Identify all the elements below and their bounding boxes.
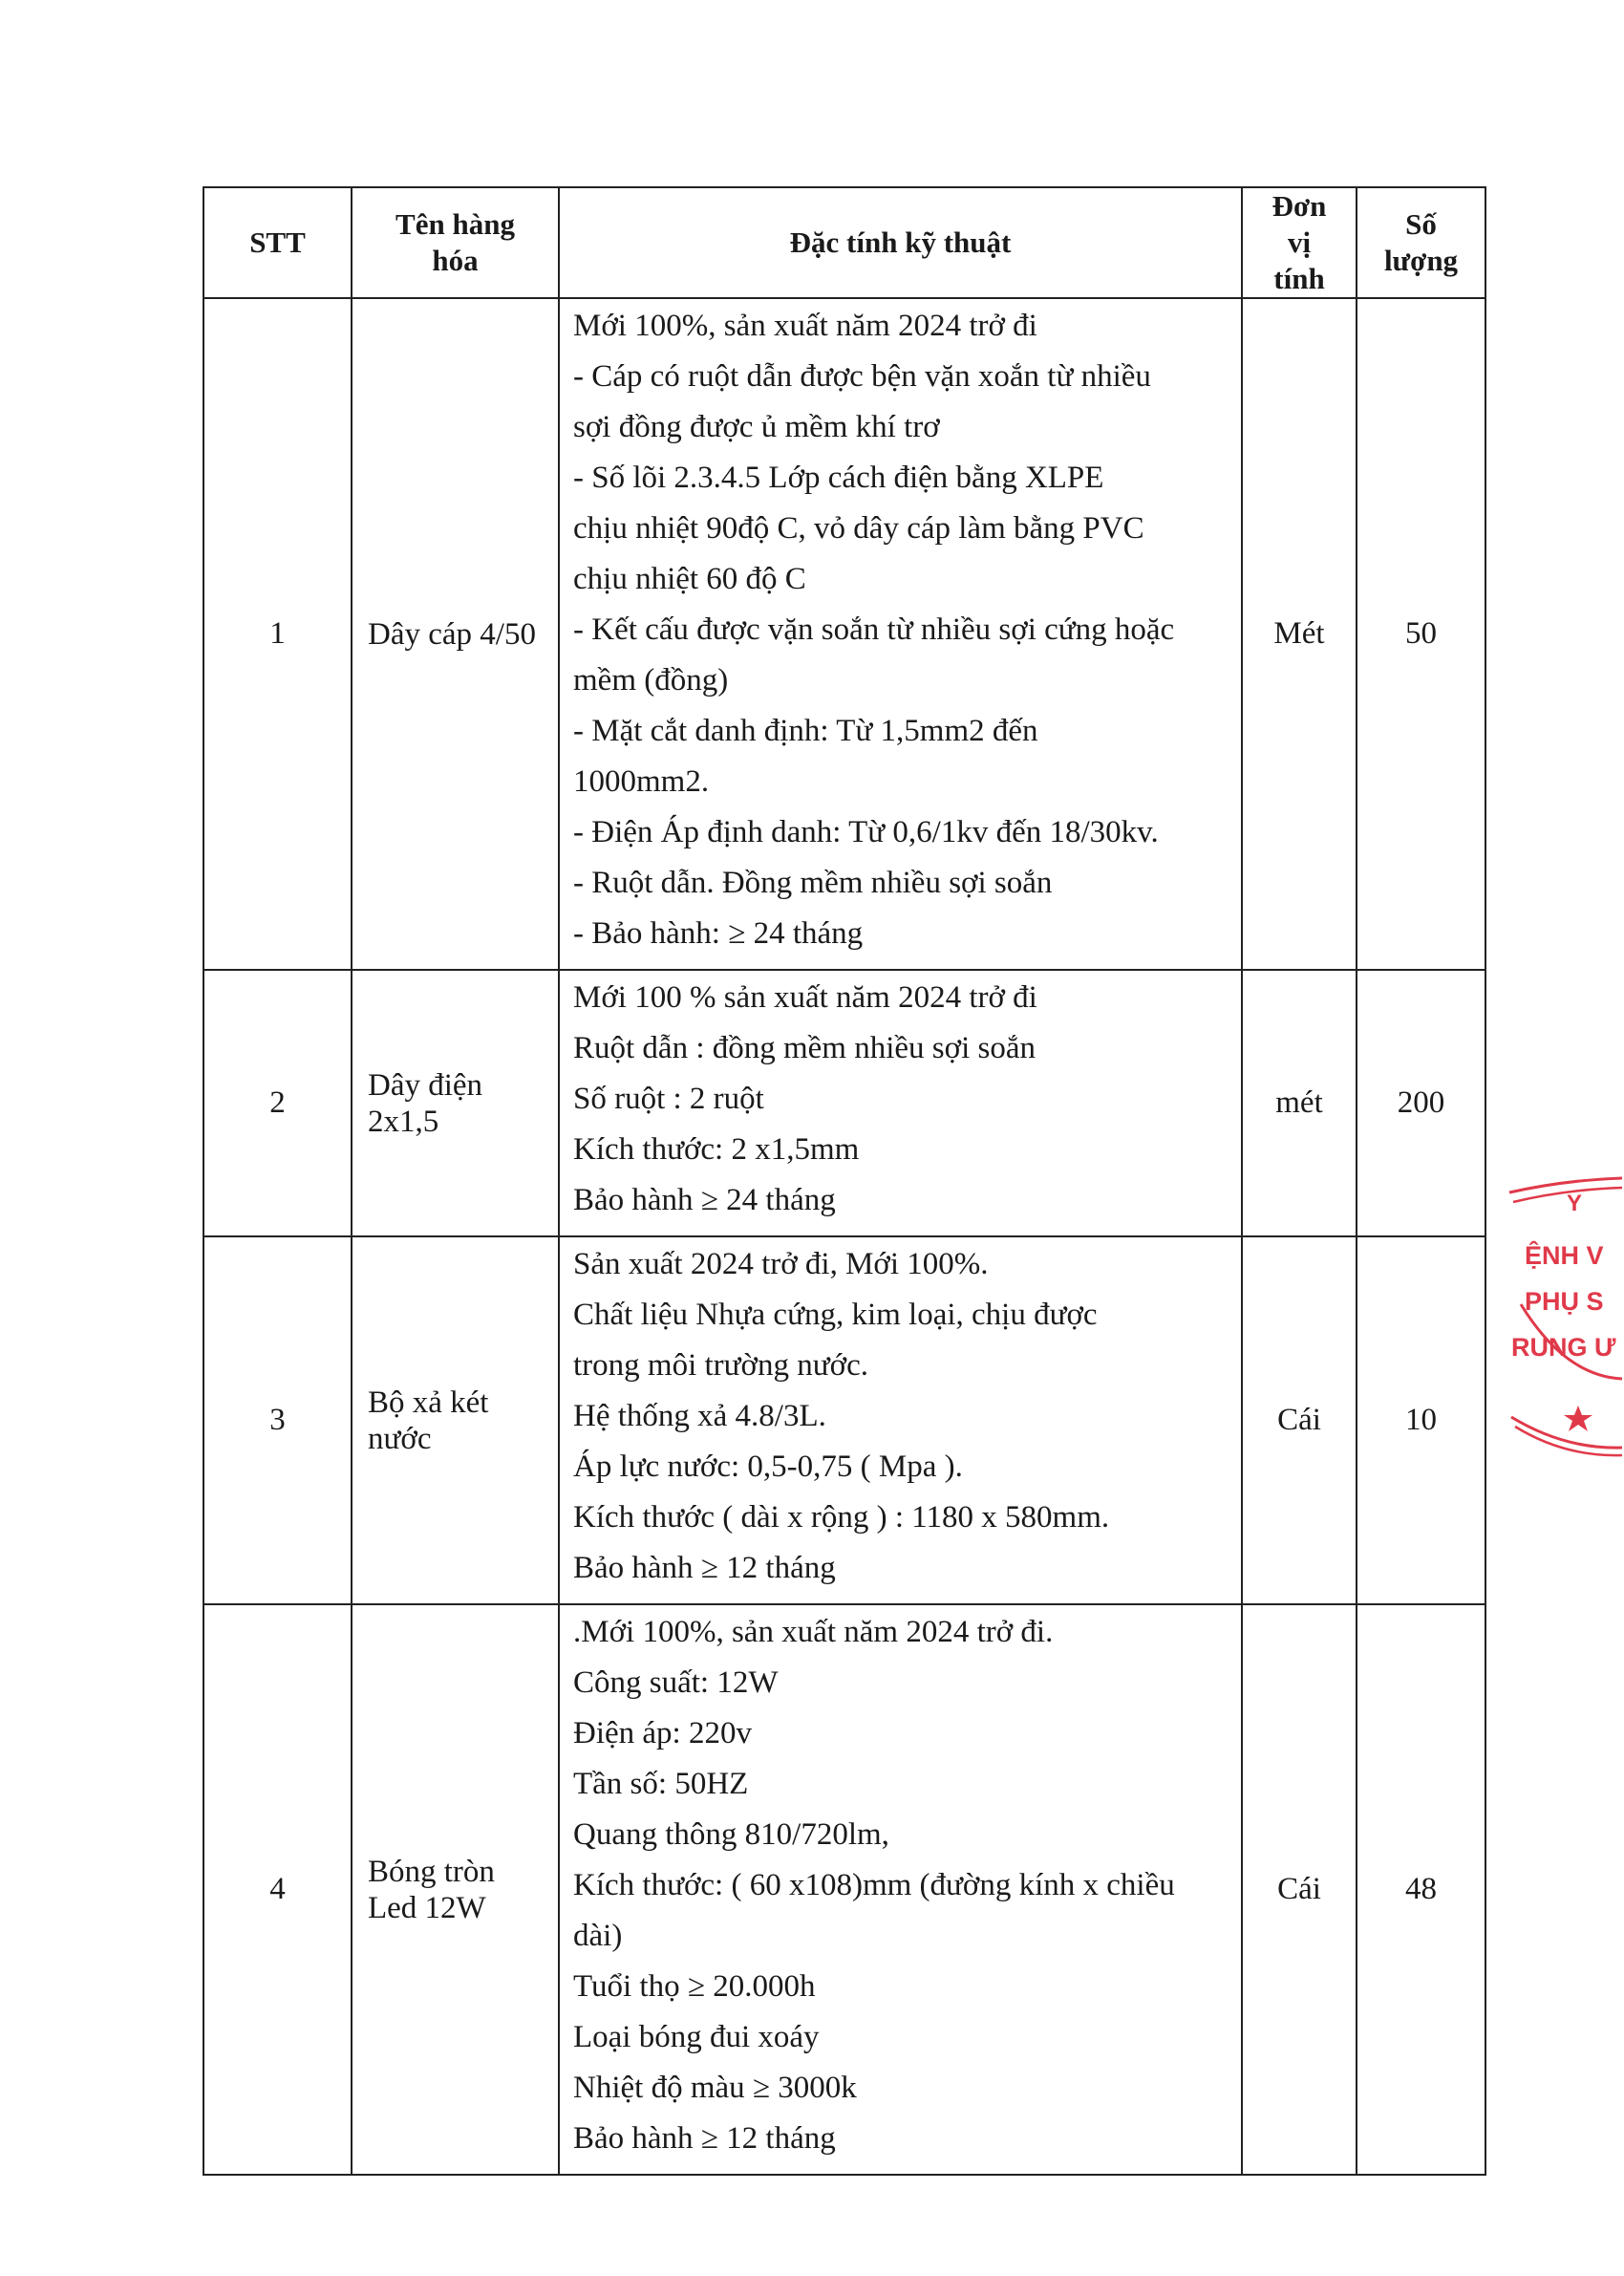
spec-line: - Bảo hành: ≥ 24 tháng [573,916,864,951]
spec-line: sợi đồng được ủ mềm khí trơ [573,410,940,444]
seal-text-line: Y [1567,1191,1583,1216]
stt-cell: 3 [203,1236,352,1604]
header-stt-label: STT [249,225,306,259]
spec-cell [559,1236,1242,1604]
spec-line: - Số lõi 2.3.4.5 Lớp cách điện bằng XLPE [573,461,1104,495]
spec-line: Nhiệt độ màu ≥ 3000k [573,2071,857,2105]
unit-cell: mét [1242,970,1357,1236]
item-name-cell [352,970,559,1236]
spec-line: Loại bóng đui xoáy [573,2020,820,2054]
spec-line: Kích thước: 2 x1,5mm [573,1132,860,1167]
spec-line: Áp lực nước: 0,5-0,75 ( Mpa ). [573,1449,963,1484]
spec-line: Ruột dẫn : đồng mềm nhiều sợi soắn [573,1031,1036,1065]
item-name-line: Bộ xả két [368,1385,489,1420]
spec-line: .Mới 100%, sản xuất năm 2024 trở đi. [573,1615,1054,1649]
spec-cell [559,298,1242,970]
unit-cell: Mét [1242,298,1357,970]
spec-line: Số ruột : 2 ruột [573,1082,764,1116]
spec-line: Tuổi thọ ≥ 20.000h [573,1969,816,2004]
header-spec-label: Đặc tính kỹ thuật [789,225,1012,259]
spec-line: Công suất: 12W [573,1665,779,1700]
spec-line: dài) [573,1919,623,1953]
header-qty-line: lượng [1383,244,1459,277]
quantity-cell: 50 [1357,298,1485,970]
stt-cell: 1 [203,298,352,970]
spec-line: mềm (đồng) [573,663,729,698]
item-name-cell [352,1604,559,2175]
table-body [203,298,1485,2175]
header-unit-line: Đơn [1271,189,1327,223]
spec-line: Quang thông 810/720lm, [573,1817,889,1852]
header-qty-line: Số [1405,207,1437,241]
unit-cell: Cái [1242,1236,1357,1604]
item-name-line: nước [368,1421,432,1456]
spec-cell [559,1604,1242,2175]
header-qty [1357,187,1485,298]
header-spec [559,187,1242,298]
stt-cell: 4 [203,1604,352,2175]
table-row [203,298,1485,970]
item-name-line: 2x1,5 [368,1104,439,1139]
item-name-line: Bóng tròn [368,1854,495,1889]
spec-line: chịu nhiệt 60 độ C [573,562,806,596]
spec-line: - Ruột dẫn. Đồng mềm nhiều sợi soắn [573,866,1053,900]
spec-line: Mới 100%, sản xuất năm 2024 trở đi [573,309,1037,343]
spec-line: Bảo hành ≥ 12 tháng [573,1551,836,1585]
table-header [203,187,1485,298]
unit-cell: Cái [1242,1604,1357,2175]
seal-text-line: PHỤ S [1525,1287,1604,1316]
spec-line: Điện áp: 220v [573,1716,752,1750]
spec-line: Bảo hành ≥ 24 tháng [573,1183,836,1217]
spec-line: trong môi trường nước. [573,1348,868,1383]
spec-cell [559,970,1242,1236]
item-name-line: Led 12W [368,1890,486,1925]
spec-line: 1000mm2. [573,764,710,799]
spec-line: Hệ thống xả 4.8/3L. [573,1399,826,1433]
spec-line: Kích thước: ( 60 x108)mm (đường kính x chiều [573,1868,1175,1902]
spec-line: Chất liệu Nhựa cứng, kim loại, chịu được [573,1298,1098,1332]
seal-star-icon [1564,1406,1592,1431]
spec-line: - Điện Áp định danh: Từ 0,6/1kv đến 18/30kv. [573,815,1159,849]
item-name-line: Dây điện [368,1067,483,1103]
item-name-line: Dây cáp 4/50 [368,616,536,652]
seal-graphic [1507,1170,1624,1457]
table-row [203,970,1485,1236]
item-name-cell [352,298,559,970]
spec-line: - Kết cấu được vặn soắn từ nhiều sợi cứng hoặc [573,612,1175,647]
spec-line: Mới 100 % sản xuất năm 2024 trở đi [573,980,1037,1015]
spec-line: Tần số: 50HZ [573,1767,749,1801]
item-name-cell [352,1236,559,1604]
red-seal-stamp [1507,1170,1624,1457]
spec-table [203,186,1486,2176]
quantity-cell: 10 [1357,1236,1485,1604]
spec-line: Kích thước ( dài x rộng ) : 1180 x 580mm. [573,1500,1110,1535]
spec-line: chịu nhiệt 90độ C, vỏ dây cáp làm bằng PVC [573,511,1144,546]
header-stt [203,187,352,298]
spec-line: Bảo hành ≥ 12 tháng [573,2121,836,2156]
stt-cell: 2 [203,970,352,1236]
header-unit-line: tính [1273,262,1325,295]
header-unit-line: vị [1287,225,1312,259]
seal-text-line: RUNG Ư [1511,1333,1616,1362]
spec-line: - Mặt cắt danh định: Từ 1,5mm2 đến [573,714,1038,748]
header-unit [1242,187,1357,298]
seal-text-line: ỆNH V [1525,1241,1604,1270]
quantity-cell: 48 [1357,1604,1485,2175]
header-name-line: hóa [432,244,479,277]
table-row [203,1604,1485,2175]
header-name-line: Tên hàng [395,207,515,241]
quantity-cell: 200 [1357,970,1485,1236]
table-row [203,1236,1485,1604]
spec-line: Sản xuất 2024 trở đi, Mới 100%. [573,1247,989,1281]
header-name [352,187,559,298]
spec-line: - Cáp có ruột dẫn được bện vặn xoắn từ nhiều [573,359,1151,394]
header-row [203,187,1485,298]
